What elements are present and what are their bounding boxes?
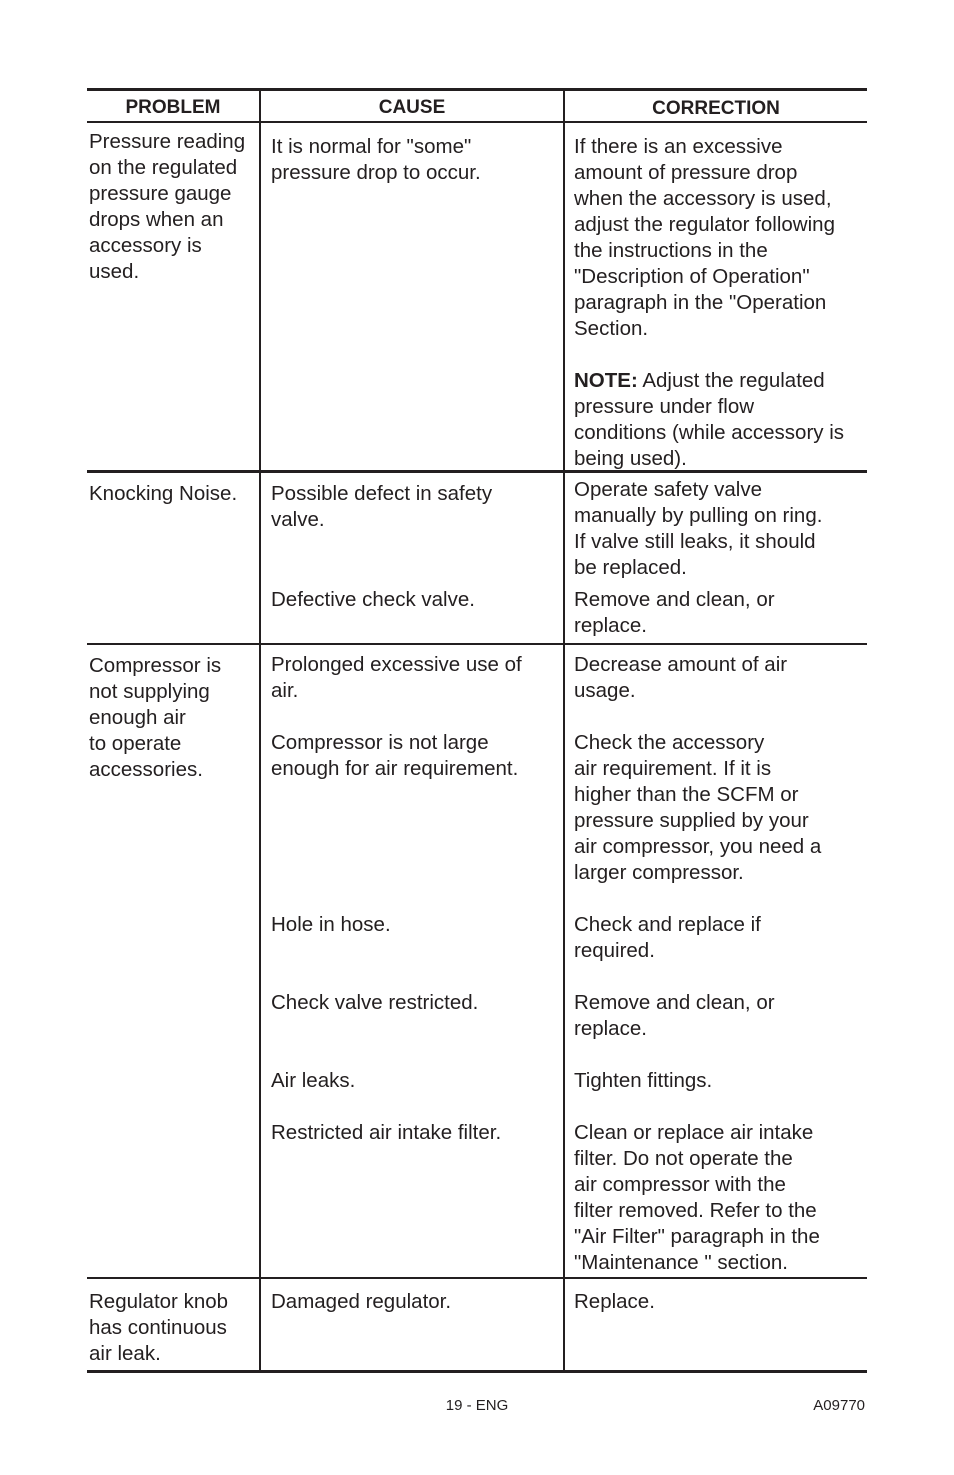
row-3-correction-6: Clean or replace air intake filter. Do not operate the air compressor with the filter removed. Refer to the "Air Filter" paragraph in the "Maintenance " section. [574, 1121, 820, 1274]
row-3-cause-3: Hole in hose. [271, 913, 391, 936]
row-3-cause-5: Air leaks. [271, 1069, 356, 1092]
row-3-correction-3: Check and replace if required. [574, 913, 761, 962]
note-text: Adjust the regulated pressure under flow conditions (while accessory is being used). [574, 369, 845, 470]
header-bottom-rule [87, 121, 867, 123]
table-bottom-rule [87, 1370, 867, 1373]
document-code: A09770 [813, 1397, 865, 1414]
row-3-correction-4: Remove and clean, or replace. [574, 991, 775, 1040]
row-3-correction-1: Decrease amount of air usage. [574, 653, 788, 702]
row-2-correction-1: Operate safety valve manually by pulling on ring. If valve still leaks, it should be replaced. [574, 478, 823, 579]
row-1-note [574, 368, 866, 472]
row-4-problem: Regulator knob has continuous air leak. [89, 1290, 229, 1365]
row-3-cause-1: Prolonged excessive use of air. [271, 653, 522, 702]
page-number: 19 - ENG [445, 1397, 509, 1414]
row-3-correction-2: Check the accessory air requirement. If it is higher than the SCFM or pressure supplied by your air compressor, you need a larger compressor. [574, 731, 822, 884]
column-divider-1 [259, 89, 261, 1371]
row-4-correction-1: Replace. [574, 1290, 655, 1313]
row-1-problem: Pressure reading on the regulated pressure gauge drops when an accessory is used. [89, 130, 246, 283]
row-3-cause-4: Check valve restricted. [271, 991, 479, 1014]
row-1-cause-1: It is normal for "some" pressure drop to occur. [271, 135, 481, 184]
header-correction: CORRECTION [652, 98, 780, 119]
row-1-correction-1: If there is an excessive amount of pressure drop when the accessory is used, adjust the regulator following the instructions in the "Description of Operation" paragraph in the "Operation Section. [574, 135, 835, 340]
row-3-cause-2: Compressor is not large enough for air requirement. [271, 731, 519, 780]
table-top-rule [87, 88, 867, 91]
header-cause: CAUSE [378, 97, 446, 118]
note-label: NOTE: [574, 369, 638, 392]
row-3-bottom-rule [87, 1277, 867, 1279]
row-3-correction-5: Tighten fittings. [574, 1069, 713, 1092]
row-2-cause-1: Possible defect in safety valve. [271, 482, 493, 531]
column-divider-2 [563, 89, 565, 1371]
row-4-cause-1: Damaged regulator. [271, 1290, 452, 1313]
row-3-problem: Compressor is not supplying enough air to operate accessories. [89, 654, 222, 781]
row-2-correction-2: Remove and clean, or replace. [574, 588, 775, 637]
row-2-bottom-rule [87, 643, 867, 645]
header-problem: PROBLEM [125, 97, 221, 118]
row-2-cause-2: Defective check valve. [271, 588, 475, 611]
row-3-cause-6: Restricted air intake filter. [271, 1121, 502, 1144]
row-2-problem: Knocking Noise. [89, 482, 238, 505]
